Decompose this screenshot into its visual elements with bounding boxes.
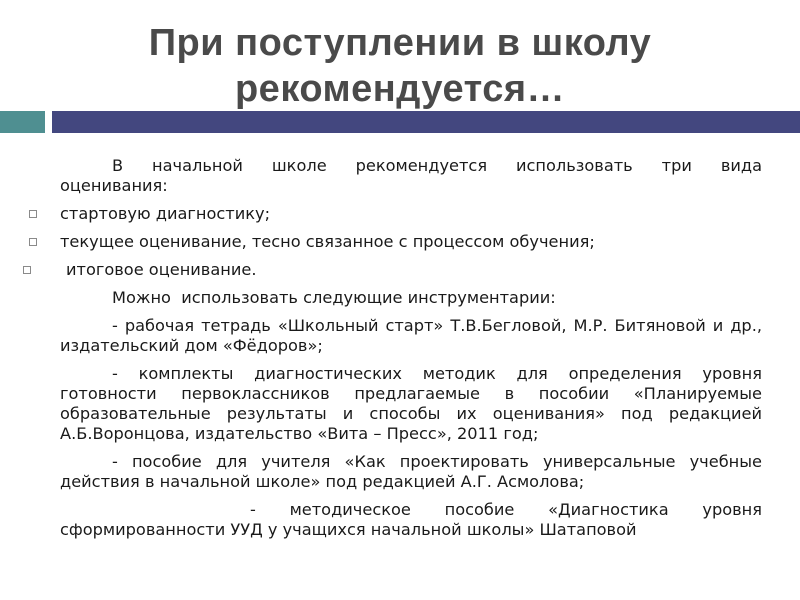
tool-item-diagnostic-kits: - комплекты диагностических методик для определения уровня готовности первоклассников предлагаемые в пособии «Планируемые образовательные результаты и способы их оценивания» под редакцией А.Б.Воронцова, издательство «Вита – Пресс», 2011 год; xyxy=(60,364,762,443)
intro-paragraph: В начальной школе рекомендуется использовать три вида оценивания: xyxy=(60,156,762,195)
bullet-item xyxy=(60,232,762,252)
square-bullet-icon xyxy=(29,210,37,218)
slide-title xyxy=(60,20,740,112)
title-line-2: рекомендуется… xyxy=(234,68,566,110)
bullet-item xyxy=(60,260,762,280)
tool-item-teacher-guide: - пособие для учителя «Как проектировать универсальные учебные действия в начальной школе» под редакцией А.Г. Асмолова; xyxy=(60,452,762,491)
bullet-text: текущее оценивание, тесно связанное с процессом обучения; xyxy=(60,232,595,251)
accent-bar xyxy=(0,111,45,133)
tool-item-methodical-guide: - методическое пособие «Диагностика уровня сформированности УУД у учащихся начальной школы» Шатаповой xyxy=(60,500,762,539)
square-bullet-icon xyxy=(29,238,37,246)
bullet-text: итоговое оценивание. xyxy=(66,260,257,279)
slide-body xyxy=(60,156,762,548)
bullet-text: стартовую диагностику; xyxy=(60,204,271,223)
title-line-1: При поступлении в школу xyxy=(148,22,652,64)
tool-item-workbook: - рабочая тетрадь «Школьный старт» Т.В.Бегловой, М.Р. Битяновой и др., издательский дом «Фёдоров»; xyxy=(60,316,762,355)
tools-intro: Можно использовать следующие инструментарии: xyxy=(112,288,556,307)
square-bullet-icon xyxy=(23,266,31,274)
bullet-item xyxy=(60,204,762,224)
header-divider-bar xyxy=(52,111,800,133)
